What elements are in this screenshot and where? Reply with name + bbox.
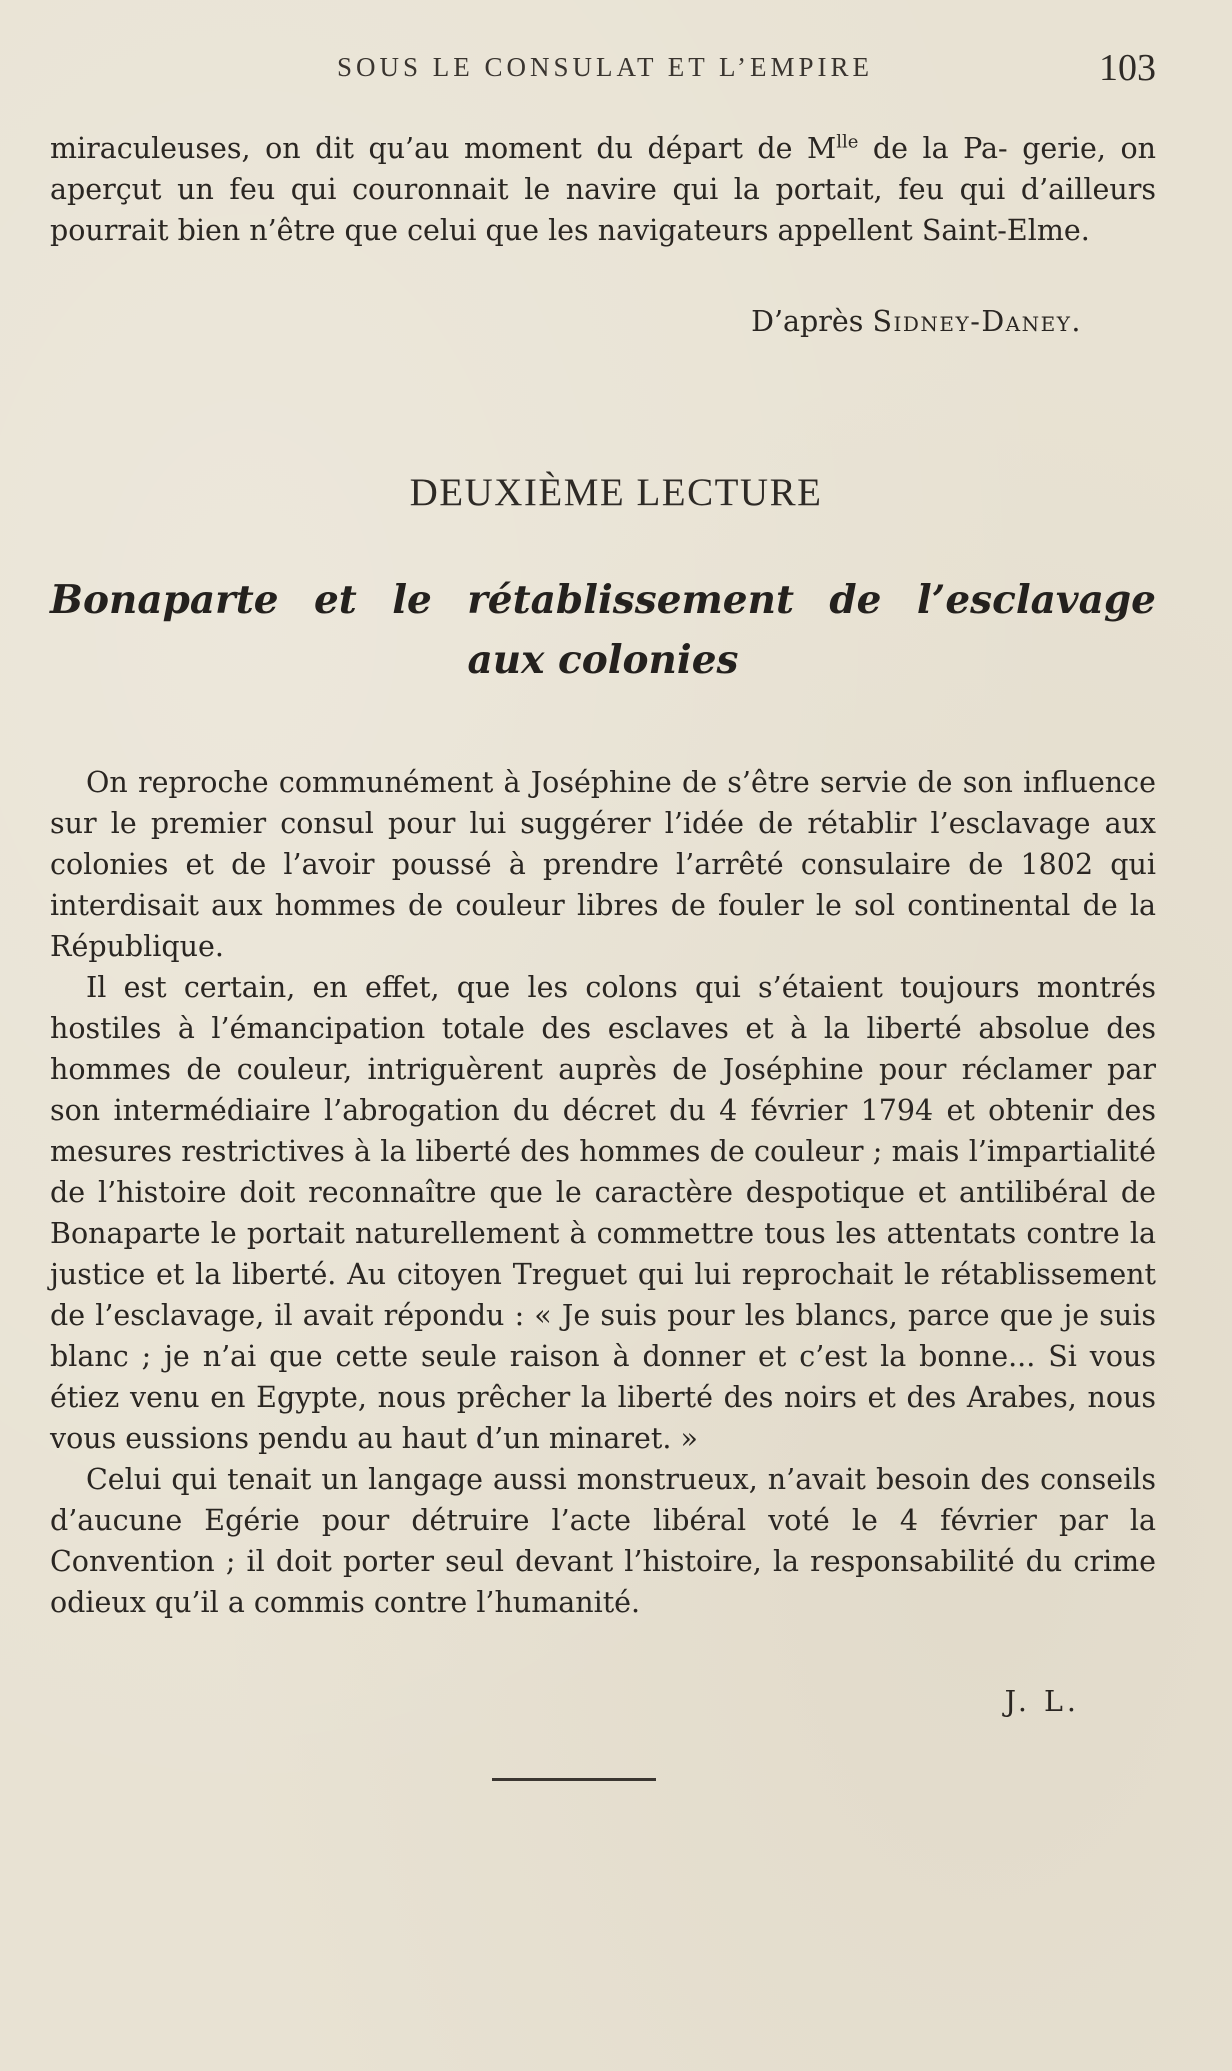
title-word: rétablissement (467, 577, 794, 623)
superscript-lle: lle (836, 131, 859, 153)
continuation-line1-before: miraculeuses, on dit qu’au moment du départ de M (50, 132, 837, 165)
article-title-line1 (50, 570, 1156, 630)
title-word: et (313, 577, 357, 623)
end-rule (492, 1778, 656, 1781)
attribution-author: Sidney-Daney. (872, 305, 1082, 338)
article-body (50, 762, 1156, 1623)
running-title: SOUS LE CONSULAT ET L’EMPIRE (336, 52, 874, 82)
article-paragraph: On reproche communément à Joséphine de s’être servie de son influence sur le premier consul pour lui suggérer l’idée de rétablir l’esclavage aux colonies et de l’avoir poussé à prendre l’arrêté consulaire de 1802 qui interdisait aux hommes de couleur libres de fouler le sol continental de la République. (50, 766, 1156, 963)
attribution (751, 301, 1082, 342)
article-paragraph: Celui qui tenait un langage aussi monstrueux, n’avait besoin des conseils d’aucune Egérie pour détruire l’acte libéral voté le 4 février par la Convention ; il doit porter seul devant l’histoire, la responsabilité du crime odieux qu’il a commis contre l’humanité. (50, 1463, 1156, 1619)
title-word: le (392, 577, 432, 623)
continuation-text (50, 128, 1156, 251)
article-title-line2: aux colonies (467, 637, 739, 683)
article-paragraph: Il est certain, en effet, que les colons qui s’étaient toujours montrés hostiles à l’émancipation totale des esclaves et à la liberté absolue des hommes de couleur, intriguèrent auprès de Joséphine pour réclamer par son intermédiaire l’abrogation du décret du 4 février 1794 et obtenir des mesures restrictives à la liberté des hommes de couleur ; mais l’impartialité de l’histoire doit reconnaître que le caractère despotique et antilibéral de Bonaparte le portait naturellement à commettre tous les attentats contre la justice et la liberté. Au citoyen Treguet qui lui reprochait le rétablissement de l’esclavage, il avait répondu : « Je suis pour les blancs, parce que je suis blanc ; je n’ai que cette seule raison à donner et c’est la bonne... Si vous étiez venu en Egypte, nous prêcher la liberté des noirs et des Arabes, nous vous eussions pendu au haut d’un minaret. » (50, 971, 1156, 1455)
continuation-line1-after: de la Pa- (858, 132, 1008, 165)
continuation-rest: gerie, on aperçut un feu qui couronnait le navire qui la portait, feu qui d’ailleurs pourrait bien n’être que celui que les navigateurs appellent Saint-Elme. (50, 132, 1156, 247)
article-title (50, 570, 1156, 690)
running-head (50, 46, 1160, 90)
page-number: 103 (1099, 47, 1156, 89)
title-word: de (829, 577, 882, 623)
section-heading: DEUXIÈME LECTURE (409, 471, 823, 514)
title-word: l’esclavage (916, 577, 1156, 623)
attribution-prefix: D’après (751, 305, 864, 338)
continuation-paragraph (50, 128, 1156, 251)
signature: J. L. (1004, 1685, 1080, 1718)
title-word: Bonaparte (50, 577, 279, 623)
